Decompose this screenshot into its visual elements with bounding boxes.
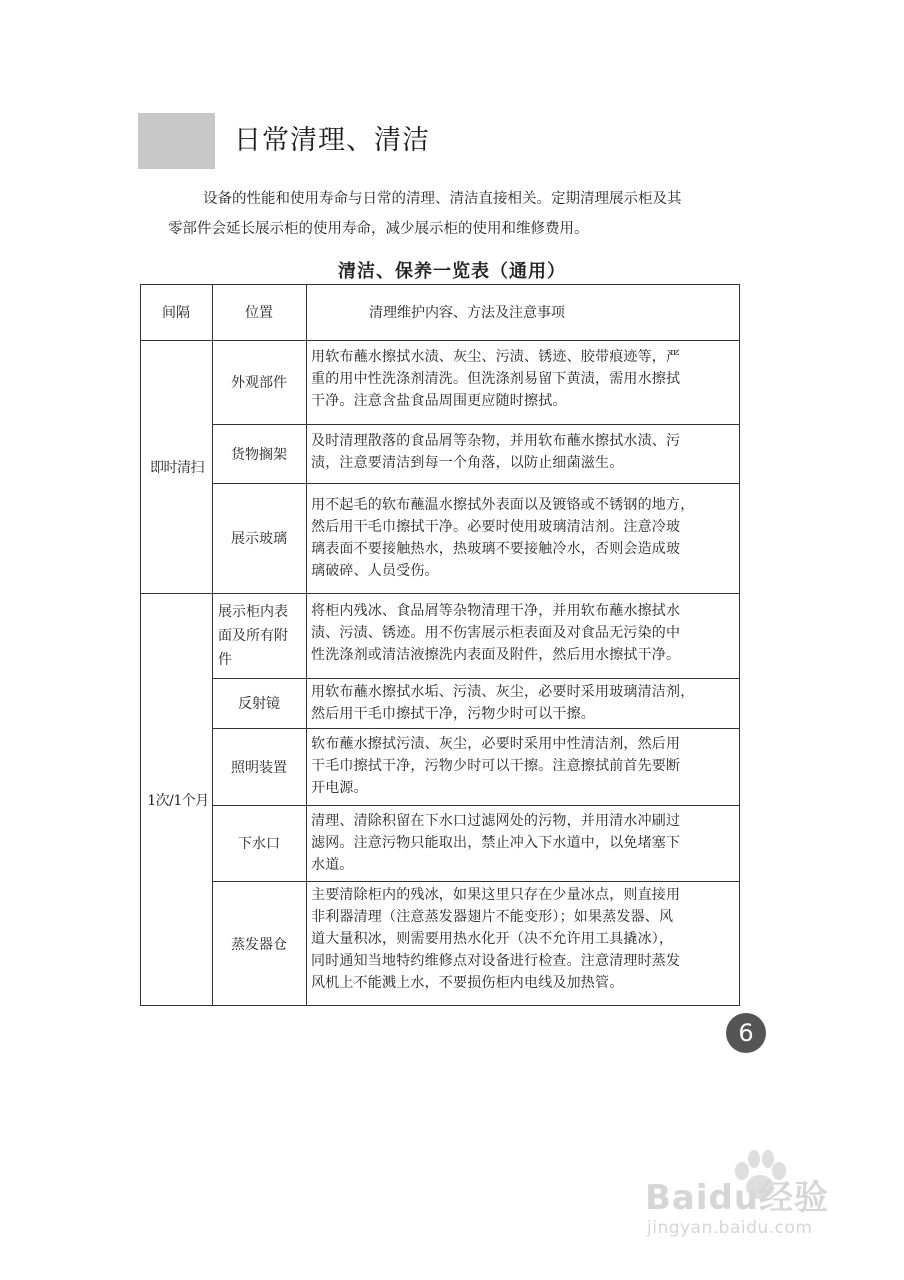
table-divider [306, 284, 307, 1006]
content-reflector [311, 681, 737, 725]
content-line: 璃破碎、人员受伤。 [311, 563, 439, 579]
content-line: 将柜内残冰、食品屑等杂物清理干净，并用软布蘸水擦拭水 [311, 603, 681, 619]
content-line: 璃表面不要接触热水，热玻璃不要接触冷水，否则会造成玻 [311, 541, 681, 557]
content-line: 干净。注意含盐食品周围更应随时擦拭。 [311, 393, 567, 409]
intro-paragraph [168, 184, 748, 244]
location-evaporator: 蒸发器仓 [231, 936, 287, 953]
content-line: 然后用干毛巾擦拭干净。必要时使用玻璃清洁剂。注意冷玻 [311, 519, 681, 535]
intro-line: 设备的性能和使用寿命与日常的清理、清洁直接相关。定期清理展示柜及其 [203, 191, 682, 207]
content-line: 及时清理散落的食品屑等杂物，并用软布蘸水擦拭水渍、污 [311, 433, 681, 449]
watermark-brand: Baidu经验 [645, 1178, 830, 1218]
interval-immediate: 即时清扫 [150, 459, 204, 476]
content-line: 滤网。注意污物只能取出，禁止冲入下水道中，以免堵塞下 [311, 835, 681, 851]
content-drain [311, 810, 737, 876]
location-drain: 下水口 [238, 836, 280, 852]
location-interior-surfaces [218, 596, 306, 676]
location-lighting: 照明装置 [231, 759, 287, 776]
content-line: 用软布蘸水擦拭水渍、灰尘、污渍、锈迹、胶带痕迹等，严 [311, 349, 681, 365]
content-line: 水道。 [311, 857, 354, 873]
section-marker-block [138, 113, 215, 169]
content-line: 渍，注意要清洁到每一个角落，以防止细菌滋生。 [311, 455, 624, 471]
content-line: 用软布蘸水擦拭水垢、污渍、灰尘，必要时采用玻璃清洁剂， [311, 684, 695, 700]
content-line: 风机上不能溅上水，不要损伤柜内电线及加热管。 [311, 975, 624, 991]
content-lighting [311, 733, 737, 799]
content-line: 用不起毛的软布蘸温水擦拭外表面以及镀铬或不锈钢的地方， [311, 497, 695, 513]
content-line: 清理、清除积留在下水口过滤网处的污物，并用清水冲刷过 [311, 813, 681, 829]
content-display-glass [311, 494, 737, 582]
content-line: 非利器清理（注意蒸发器翅片不能变形）；如果蒸发器、风 [311, 909, 674, 925]
location-reflector: 反射镜 [238, 696, 280, 712]
content-interior-surfaces [311, 600, 737, 666]
content-shelves [311, 430, 737, 474]
watermark [645, 1170, 865, 1250]
header-location: 位置 [245, 305, 273, 321]
content-line: 主要清除柜内的残冰，如果这里只存在少量冰点，则直接用 [311, 887, 681, 903]
watermark-url: jingyan.baidu.com [647, 1218, 813, 1238]
content-line: 开电源。 [311, 780, 368, 796]
content-exterior-parts [311, 346, 737, 412]
content-line: 然后用干毛巾擦拭干净，污物少时可以干擦。 [311, 706, 595, 722]
location-shelves: 货物搁架 [231, 446, 287, 463]
content-evaporator [311, 884, 737, 994]
content-line: 重的用中性洗涤剂清洗。但洗涤剂易留下黄渍，需用水擦拭 [311, 371, 681, 387]
content-line: 渍、污渍、锈迹。用不伤害展示柜表面及对食品无污染的中 [311, 625, 681, 641]
content-line: 软布蘸水擦拭污渍、灰尘，必要时采用中性清洁剂，然后用 [311, 736, 681, 752]
location-display-glass: 展示玻璃 [231, 531, 287, 547]
location-line: 展示柜内表 [218, 604, 288, 620]
interval-monthly: 1次/1个月 [147, 792, 209, 809]
header-content: 清理维护内容、方法及注意事项 [369, 305, 565, 321]
content-line: 性洗涤剂或清洁液擦洗内表面及附件，然后用水擦拭干净。 [311, 647, 681, 663]
content-line: 道大量积冰，则需要用热水化开（决不允许用工具撬冰）， [311, 931, 674, 947]
page-number: 6 [726, 1013, 766, 1053]
intro-line: 零部件会延长展示柜的使用寿命，减少展示柜的使用和维修费用。 [168, 221, 589, 237]
location-line: 件 [218, 652, 232, 668]
table-divider [140, 593, 740, 594]
location-exterior-parts: 外观部件 [231, 375, 287, 391]
header-interval: 间隔 [162, 305, 190, 321]
content-line: 同时通知当地特约维修点对设备进行检查。注意清理时蒸发 [311, 953, 681, 969]
location-line: 面及所有附 [218, 628, 288, 644]
content-line: 干毛巾擦拭干净，污物少时可以干擦。注意擦拭前首先要断 [311, 758, 681, 774]
table-title: 清洁、保养一览表（通用） [338, 261, 566, 282]
section-title: 日常清理、清洁 [234, 125, 430, 156]
maintenance-table [140, 284, 740, 1006]
